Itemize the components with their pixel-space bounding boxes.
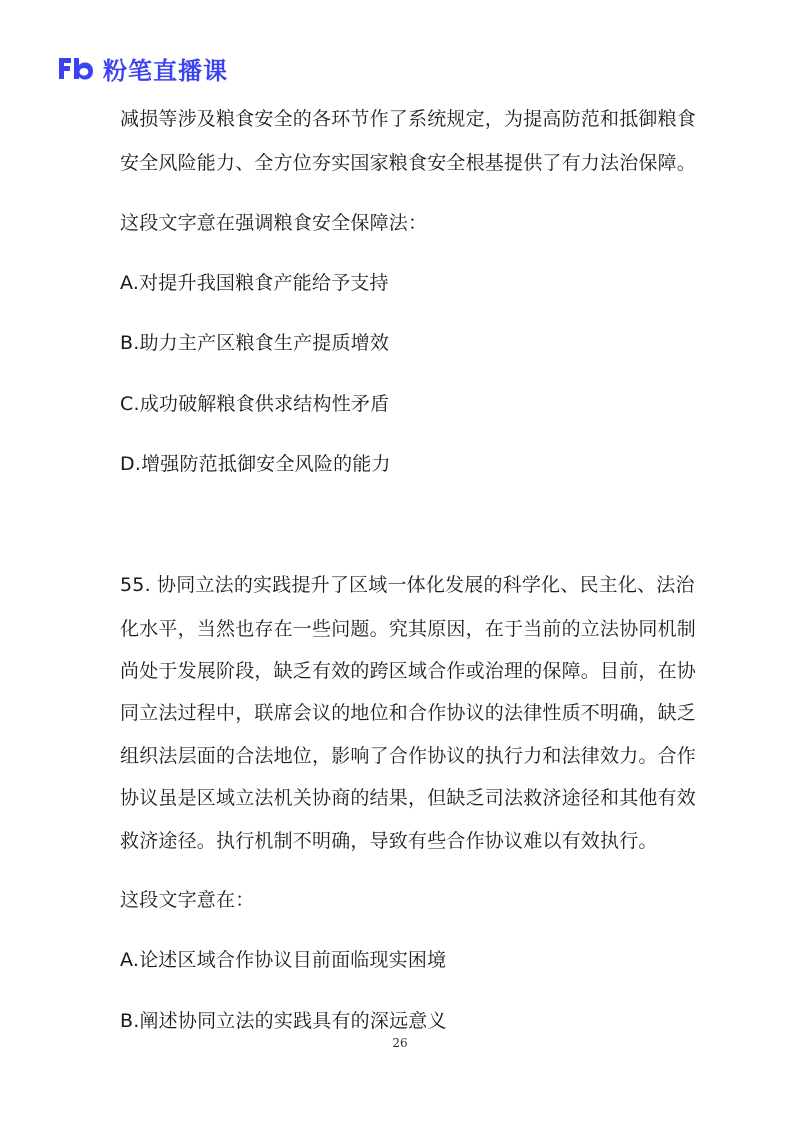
q54-option-a: A.对提升我国粮食产能给予支持	[120, 272, 389, 294]
q55-text-line: 化水平，当然也存在一些问题。究其原因，在于当前的立法协同机制	[120, 618, 697, 640]
q55-text-line: 救济途径。执行机制不明确，导致有些合作协议难以有效执行。	[120, 830, 658, 852]
q55-prompt: 这段文字意在：	[120, 889, 255, 911]
q55-option-a: A.论述区域合作协议目前面临现实困境	[120, 949, 447, 971]
q54-text-line: 减损等涉及粮食安全的各环节作了系统规定，为提高防范和抵御粮食	[120, 108, 697, 130]
q55-text-line: 协议虽是区域立法机关协商的结果，但缺乏司法救济途径和其他有效	[120, 787, 697, 809]
q54-option-c: C.成功破解粮食供求结构性矛盾	[120, 393, 390, 415]
q55-option-b: B.阐述协同立法的实践具有的深远意义	[120, 1010, 447, 1032]
q55-text-line: 组织法层面的合法地位，影响了合作协议的执行力和法律效力。合作	[120, 745, 697, 767]
q54-option-b: B.助力主产区粮食生产提质增效	[120, 332, 390, 354]
q54-prompt: 这段文字意在强调粮食安全保障法：	[120, 212, 428, 234]
q55-text-line: 同立法过程中，联席会议的地位和合作协议的法律性质不明确，缺乏	[120, 702, 697, 724]
q54-option-d: D.增强防范抵御安全风险的能力	[120, 453, 391, 475]
q54-text-line: 安全风险能力、全方位夯实国家粮食安全根基提供了有力法治保障。	[120, 152, 697, 174]
fenbi-fb-logo-icon	[57, 54, 97, 82]
q55-text-line: 尚处于发展阶段，缺乏有效的跨区域合作或治理的保障。目前，在协	[120, 660, 697, 682]
page-number: 26	[392, 1036, 408, 1050]
header	[57, 52, 228, 84]
q55-text-line: 55. 协同立法的实践提升了区域一体化发展的科学化、民主化、法治	[120, 574, 695, 596]
brand-title: 粉笔直播课	[103, 56, 228, 85]
